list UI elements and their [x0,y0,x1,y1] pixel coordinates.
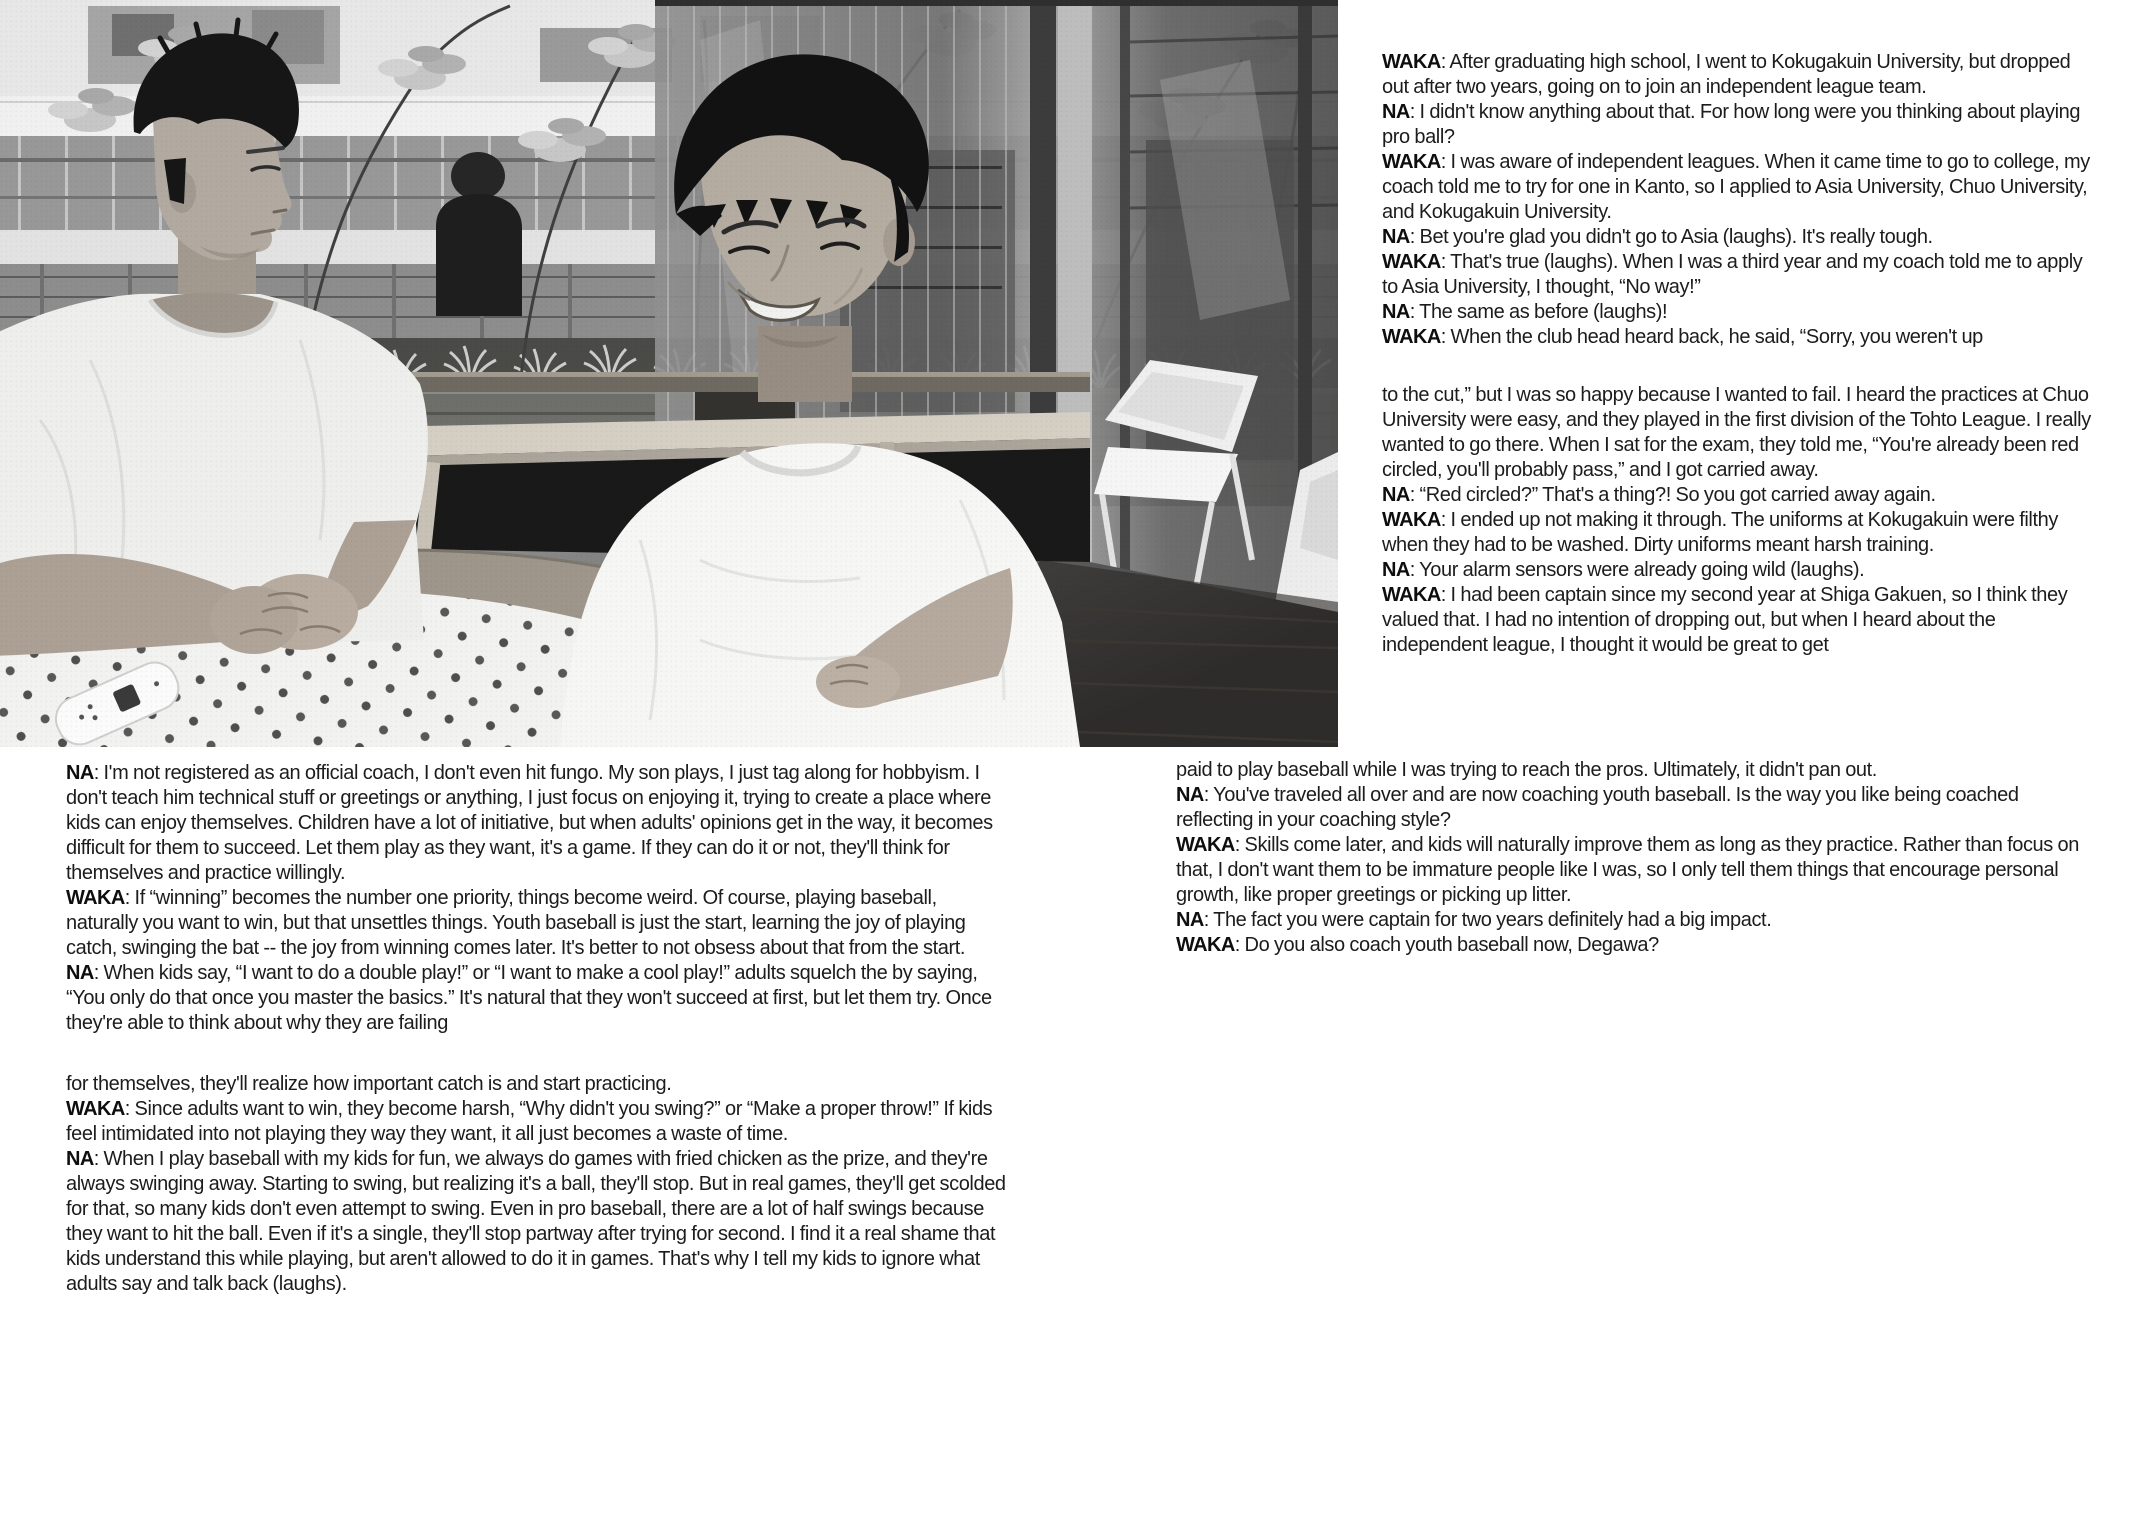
column-bottom-right [1176,758,2093,958]
dialogue-line [1382,483,2096,508]
speaker-label: NA [1176,909,1204,931]
dialogue-text: for themselves, they'll realize how important catch is and start practicing. [66,1073,672,1095]
photo-illustration [0,0,1338,747]
dialogue-line [1382,508,2096,558]
speaker-label: NA [1382,484,1410,506]
dialogue-text: : I didn't know anything about that. For how long were you thinking about playing pro ball? [1382,101,2081,148]
dialogue-text: : That's true (laughs). When I was a third year and my coach told me to apply to Asia University, I thought, “No way!” [1382,251,2083,298]
dialogue-line [1382,383,2096,483]
dialogue-line [66,886,1007,961]
dialogue-line [1176,933,2093,958]
dialogue-text: : You've traveled all over and are now coaching youth baseball. Is the way you like being coached reflecting in your coaching style? [1176,784,2019,831]
column-top-right [1382,50,2096,658]
dialogue-text: : I was aware of independent leagues. When it came time to go to college, my coach told me to try for one in Kanto, so I applied to Asia University, Chuo University, and Kokugakuin University. [1382,151,2090,223]
speaker-label: NA [66,1148,94,1170]
speaker-label: WAKA [1382,509,1441,531]
dialogue-text: : I'm not registered as an official coach, I don't even hit fungo. My son plays, I just tag along for hobbyism. I don't teach him technical stuff or greetings or anything, I just focus on enjoying it, trying to create a place where kids can enjoy themselves. Children have a lot of initiative, but when adults' opinions get in the way, it becomes difficult for them to succeed. Let them play as they want, it's a game. If they can do it or not, they'll think for themselves and practice willingly. [66,762,993,884]
dialogue-text: : The same as before (laughs)! [1409,301,1668,323]
dialogue-text: : When kids say, “I want to do a double play!” or “I want to make a cool play!” adults squelch the by saying, “You only do that once you master the basics.” It's natural that they won't succeed at first, but let them try. Once they're able to think about why they are failing [66,962,992,1034]
dialogue-line [1382,583,2096,658]
dialogue-text: : Since adults want to win, they become harsh, “Why didn't you swing?” or “Make a proper throw!” If kids feel intimidated into not playing they way they want, it all just becomes a waste of time. [66,1098,993,1145]
dialogue-line [66,1147,1007,1297]
text-block [1382,383,2096,658]
dialogue-text: : “Red circled?” That's a thing?! So you got carried away again. [1409,484,1936,506]
speaker-label: NA [1382,226,1410,248]
interview-photo [0,0,1338,747]
speaker-label: WAKA [1382,584,1441,606]
dialogue-line [1382,558,2096,583]
dialogue-text: to the cut,” but I was so happy because I wanted to fail. I heard the practices at Chuo University were easy, and they played in the first division of the Tohto League. I really wanted to go there. When I sat for the exam, they told me, “You're already been red circled, you'll probably pass,” and I got carried away. [1382,384,2091,481]
speaker-label: NA [1382,101,1410,123]
dialogue-line [1382,250,2096,300]
dialogue-line [1176,833,2093,908]
dialogue-line [1382,50,2096,100]
speaker-label: WAKA [66,887,125,909]
dialogue-line [1382,325,2096,350]
dialogue-line [1382,300,2096,325]
dialogue-line [66,961,1007,1036]
speaker-label: WAKA [1382,326,1441,348]
dialogue-line [1382,150,2096,225]
dialogue-text: : Your alarm sensors were already going wild (laughs). [1409,559,1865,581]
dialogue-text: : If “winning” becomes the number one priority, things become weird. Of course, playing baseball, naturally you want to win, but that unsettles things. Youth baseball is just the start, learning the joy of playing catch, swinging the bat -- the joy from winning comes later. It's better to not obsess about that from the start. [66,887,966,959]
speaker-label: NA [1382,559,1410,581]
dialogue-line [1176,908,2093,933]
text-block [66,761,1007,1036]
speaker-label: WAKA [1382,51,1441,73]
dialogue-text: paid to play baseball while I was trying to reach the pros. Ultimately, it didn't pan out. [1176,759,1877,781]
dialogue-line [1176,783,2093,833]
speaker-label: NA [66,962,94,984]
speaker-label: WAKA [1176,834,1235,856]
text-block [1382,50,2096,350]
dialogue-line [66,1097,1007,1147]
dialogue-text: : Do you also coach youth baseball now, Degawa? [1234,934,1659,956]
dialogue-line [1382,100,2096,150]
speaker-label: WAKA [1382,151,1441,173]
dialogue-line [66,761,1007,886]
halftone-overlay [0,0,1338,747]
column-bottom-left [66,761,1007,1297]
dialogue-text: : I had been captain since my second year at Shiga Gakuen, so I think they valued that. I had no intention of dropping out, but when I heard about the independent league, I thought it would be great to get [1382,584,2068,656]
text-block [1176,758,2093,958]
dialogue-line [1382,225,2096,250]
dialogue-text: : When I play baseball with my kids for fun, we always do games with fried chicken as the prize, and they're always swinging away. Starting to swing, but realizing it's a ball, they'll stop. But in real games, they'll get scolded for that, so many kids don't even attempt to swing. Even in pro baseball, there are a lot of half swings because they want to hit the ball. Even if it's a single, they'll stop partway after trying for second. I find it a real shame that kids understand this while playing, but aren't allowed to do it in games. That's why I tell my kids to ignore what adults say and talk back (laughs). [66,1148,1006,1295]
dialogue-line [66,1072,1007,1097]
dialogue-text: : I ended up not making it through. The uniforms at Kokugakuin were filthy when they had to be washed. Dirty uniforms meant harsh training. [1382,509,2058,556]
dialogue-text: : Bet you're glad you didn't go to Asia (laughs). It's really tough. [1409,226,1933,248]
speaker-label: NA [1382,301,1410,323]
dialogue-text: : Skills come later, and kids will naturally improve them as long as they practice. Rather than focus on that, I don't want them to be immature people like I was, so I only tell them things that encourage personal growth, like proper greetings or picking up litter. [1176,834,2079,906]
dialogue-line [1176,758,2093,783]
speaker-label: WAKA [1176,934,1235,956]
speaker-label: WAKA [1382,251,1441,273]
text-block [66,1072,1007,1297]
dialogue-text: : When the club head heard back, he said, “Sorry, you weren't up [1440,326,1983,348]
speaker-label: NA [66,762,94,784]
dialogue-text: : The fact you were captain for two years definitely had a big impact. [1203,909,1772,931]
speaker-label: WAKA [66,1098,125,1120]
dialogue-text: : After graduating high school, I went to Kokugakuin University, but dropped out after two years, going on to join an independent league team. [1382,51,2071,98]
speaker-label: NA [1176,784,1204,806]
